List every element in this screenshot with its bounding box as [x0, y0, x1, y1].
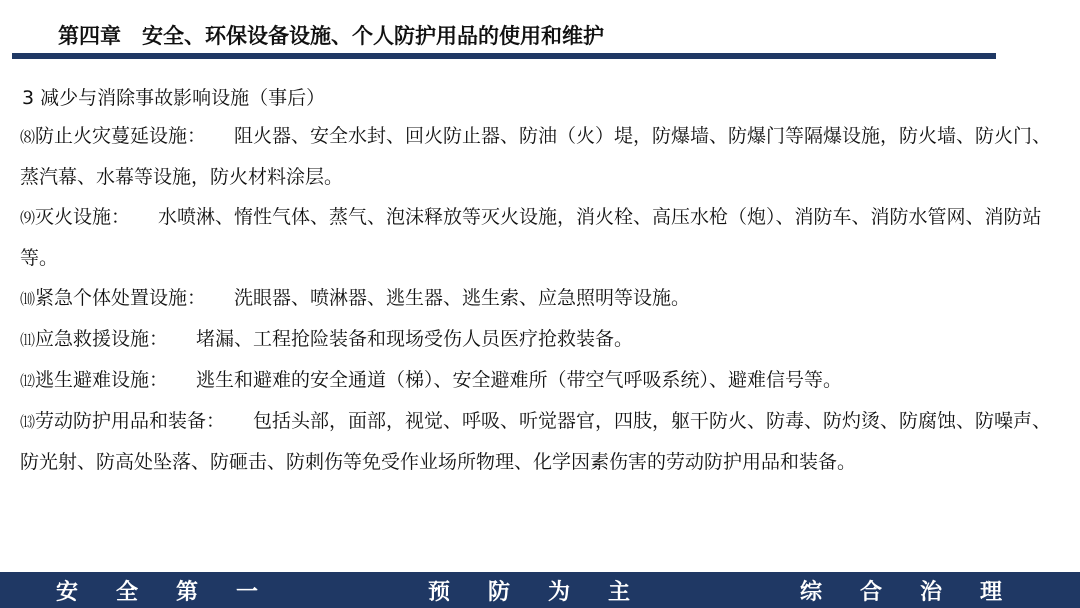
- list-item: [20, 360, 1060, 401]
- item-label: 应急救援设施：: [35, 328, 169, 350]
- page-title: 第四章 安全、环保设备设施、个人防护用品的使用和维护: [58, 24, 604, 48]
- footer-slogan: 预防为主: [428, 580, 669, 605]
- title-divider: [12, 53, 996, 59]
- item-number: ⑼: [20, 209, 36, 227]
- item-label: 防止火灾蔓延设施：: [35, 125, 207, 147]
- item-label: 灭火设施：: [35, 206, 131, 228]
- item-number: ⑾: [20, 331, 36, 349]
- item-number: ⑽: [20, 290, 36, 308]
- footer-slogan-bar: [0, 572, 1080, 608]
- list-item: [20, 197, 1060, 278]
- item-number: ⑻: [20, 128, 36, 146]
- item-number: ⑿: [20, 372, 36, 390]
- list-item: [20, 401, 1060, 482]
- item-label: 劳动防护用品和装备：: [35, 410, 226, 432]
- item-text: 洗眼器、喷淋器、逃生器、逃生索、应急照明等设施。: [234, 287, 691, 309]
- content-body: [20, 80, 1060, 482]
- item-label: 紧急个体处置设施：: [35, 287, 207, 309]
- footer-slogan: 安全第一: [56, 580, 297, 605]
- section-heading: 3 减少与消除事故影响设施（事后）: [22, 87, 326, 109]
- list-item: [20, 319, 1060, 360]
- item-text: 包括头部，面部，视觉、呼吸、听觉器官，四肢，躯干防火、防毒、防灼烫、防腐蚀、防噪声、防光射、防高处坠落、防砸击、防刺伤等免受作业场所物理、化学因素伤害的劳动防护用品和装备。: [20, 410, 1052, 473]
- item-text: 逃生和避难的安全通道（梯）、安全避难所（带空气呼吸系统）、避难信号等。: [196, 369, 843, 391]
- item-text: 堵漏、工程抢险装备和现场受伤人员医疗抢救装备。: [196, 328, 634, 350]
- title-bar: [0, 0, 1080, 60]
- item-label: 逃生避难设施：: [35, 369, 169, 391]
- footer-slogan: 综合治理: [800, 580, 1041, 605]
- item-text: 阻火器、安全水封、回火防止器、防油（火）堤，防爆墙、防爆门等隔爆设施，防火墙、防火门、蒸汽幕、水幕等设施，防火材料涂层。: [20, 125, 1052, 188]
- item-number: ⒀: [20, 413, 36, 431]
- item-text: 水喷淋、惰性气体、蒸气、泡沫释放等灭火设施，消火栓、高压水枪（炮）、消防车、消防水管网、消防站等。: [20, 206, 1042, 269]
- list-item: [20, 116, 1060, 197]
- list-item: [20, 278, 1060, 319]
